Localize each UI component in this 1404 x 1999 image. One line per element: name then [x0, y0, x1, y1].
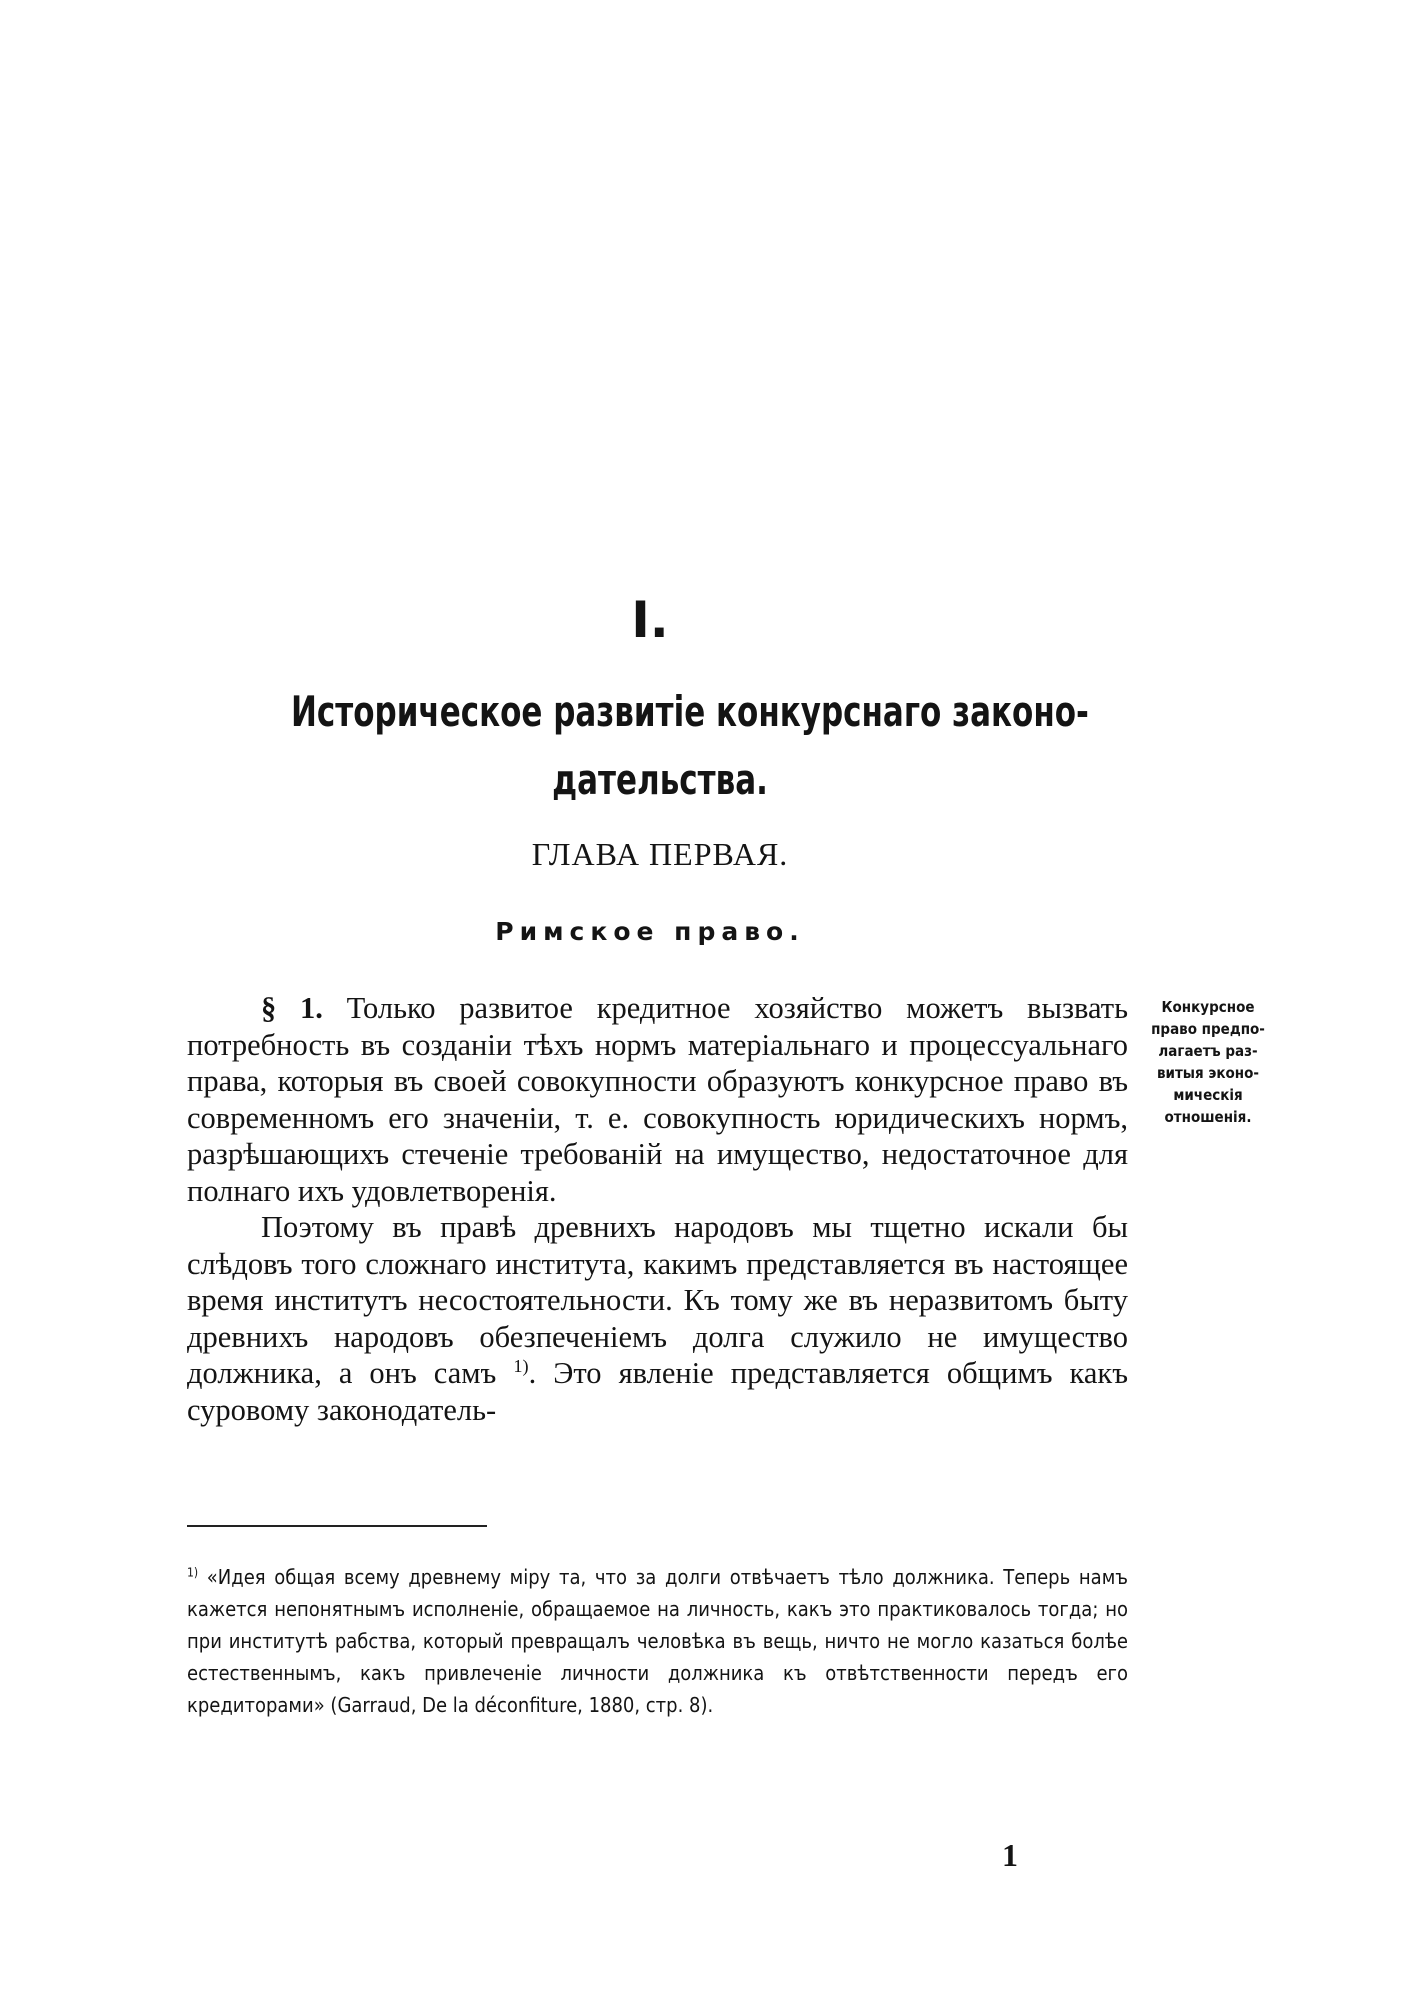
footnote-reference[interactable]: 1)	[513, 1355, 529, 1376]
margin-note-line: право предпо-	[1151, 1020, 1265, 1038]
footnote-divider	[187, 1525, 487, 1527]
margin-note	[1138, 996, 1278, 1128]
section-marker: § 1.	[261, 991, 323, 1025]
chapter-heading: ГЛАВА ПЕРВАЯ.	[531, 836, 789, 872]
paragraph-2-text: Поэтому въ правѣ древнихъ народовъ мы тщетно искали бы слѣдовъ того сложнаго института, какимъ представляется въ настоящее время институтъ несостоятельности. Къ тому же въ неразвитомъ быту древнихъ народовъ обезпеченіемъ долга служило не имущество должника, а онъ самъ	[187, 1210, 1128, 1390]
paragraph-1-text: Только развитое кредитное хозяйство можетъ вызвать потребность въ созданіи тѣхъ нормъ матеріальнаго и процессуальнаго права, которыя въ своей совокупности образуютъ конкурсное право въ современномъ его значеніи, т. е. совокупность юридическихъ нормъ, разрѣшающихъ стеченіе требованій на имущество, недостаточное для полнаго ихъ удовлетворенія.	[187, 991, 1128, 1208]
page-number: 1	[1002, 1837, 1018, 1873]
part-title	[291, 678, 1089, 814]
paragraph-2	[187, 1209, 1128, 1428]
margin-note-line: витыя эконо-	[1156, 1064, 1259, 1082]
part-number: I.	[631, 591, 669, 649]
footnote-marker: 1)	[187, 1565, 199, 1580]
body-text	[187, 990, 1128, 1428]
part-title-line-1: Историческое развитіе конкурснаго законо-	[291, 687, 1089, 736]
section-heading: Римское право.	[495, 917, 805, 946]
paragraph-1	[187, 990, 1128, 1209]
margin-note-line: лагаетъ раз-	[1158, 1042, 1258, 1060]
footnote	[187, 1561, 1128, 1721]
margin-note-line: мическія	[1173, 1086, 1243, 1104]
part-title-line-2: дательства.	[552, 755, 768, 804]
margin-note-line: Конкурсное	[1161, 998, 1255, 1016]
margin-note-line: отношенія.	[1164, 1108, 1252, 1126]
footnote-text: «Идея общая всему древнему міру та, что за долги отвѣчаетъ тѣло должника. Теперь намъ кажется непонятнымъ исполненіе, обращаемое на личность, какъ это практиковалось тогда; но при институтѣ рабства, который превращалъ человѣка въ вещь, ничто не могло казаться болѣе естественнымъ, какъ привлеченіе личности должника къ отвѣтственности передъ его кредиторами» (Garraud, De la déconfiture, 1880, стр. 8).	[187, 1565, 1128, 1717]
paragraph-2-text-after: . Это явленіе представляется общимъ какъ суровому законодатель-	[187, 1356, 1128, 1427]
